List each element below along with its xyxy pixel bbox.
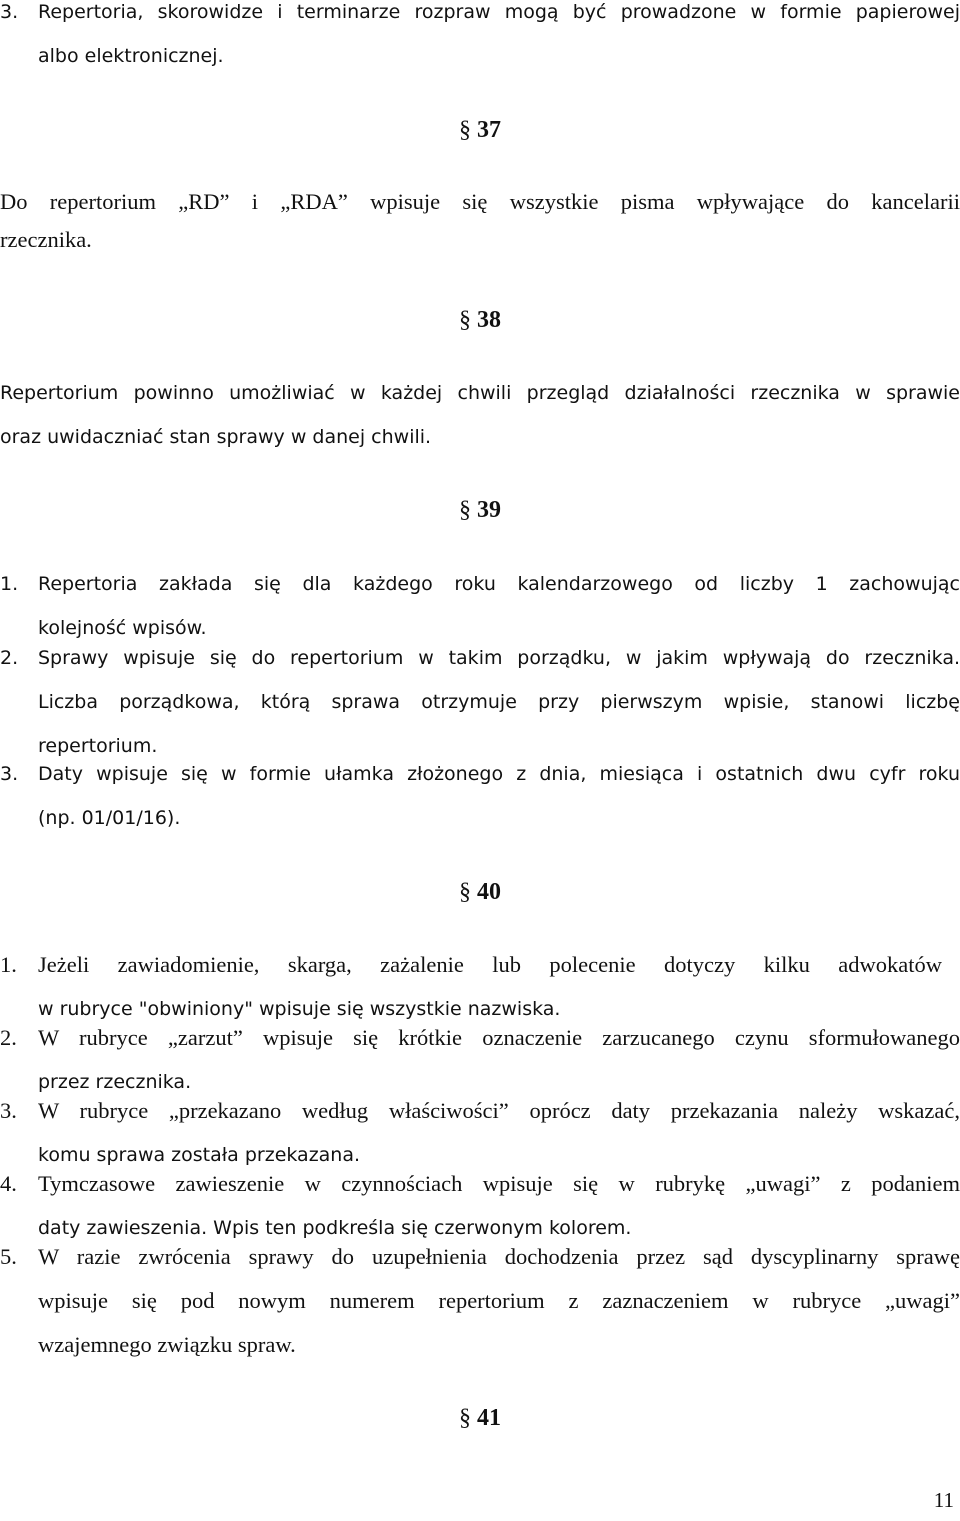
section-sign: § [459, 879, 471, 905]
item-text-line: W rubryce „zarzut” wpisuje się krótkie oznaczenie zarzucanego czynu sformułowanego [38, 1025, 960, 1050]
item-text-line: repertorium. [38, 735, 158, 757]
section-heading-40 [0, 872, 960, 912]
item-number: 3. [0, 1098, 17, 1123]
section-sign: § [459, 307, 471, 333]
item-text-line: W razie zwrócenia sprawy do uzupełnienia dochodzenia przez sąd dyscyplinarny sprawę [38, 1244, 960, 1269]
item-number: 2. [0, 1025, 17, 1050]
item-number: 3. [0, 1, 19, 23]
item-text-line: wpisuje się pod nowym numerem repertorium z zaznaczeniem w rubryce „uwagi” [38, 1288, 960, 1313]
item-text-line: Liczba porządkowa, którą sprawa otrzymuje przy pierwszym wpisie, stanowi liczbę [38, 691, 960, 713]
item-number: 4. [0, 1171, 17, 1196]
item-text-line: wzajemnego związku spraw. [38, 1332, 296, 1357]
section-heading-37 [0, 110, 960, 150]
item-number: 1. [0, 952, 17, 977]
item-text-line: kolejność wpisów. [38, 617, 207, 639]
section-heading-38 [0, 300, 960, 340]
section-heading-41 [0, 1398, 960, 1438]
item-text-line: Jeżeli zawiadomienie, skarga, zażalenie lub polecenie dotyczy kilku adwokatów [38, 952, 942, 977]
item-number: 2. [0, 647, 19, 669]
paragraph-line: oraz uwidaczniać stan sprawy w danej chwili. [0, 426, 432, 448]
item-text-line: w rubryce "obwiniony" wpisuje się wszystkie nazwiska. [38, 998, 561, 1020]
section-sign: § [459, 497, 471, 523]
item-text-line: Repertoria, skorowidze i terminarze rozpraw mogą być prowadzone w formie papierowej [38, 1, 960, 23]
section-sign: § [459, 1405, 471, 1431]
section-number: 39 [477, 497, 501, 523]
section-number: 40 [477, 879, 501, 905]
item-text-line: albo elektronicznej. [38, 45, 224, 67]
section-heading-39 [0, 490, 960, 530]
section-number: 38 [477, 307, 501, 333]
paragraph-line: Do repertorium „RD” i „RDA” wpisuje się wszystkie pisma wpływające do kancelarii [0, 189, 960, 214]
item-text-line: (np. 01/01/16). [38, 807, 181, 829]
section-number: 41 [477, 1405, 501, 1431]
item-text-line: Tymczasowe zawieszenie w czynnościach wpisuje się w rubrykę „uwagi” z podaniem [38, 1171, 960, 1196]
item-number: 1. [0, 573, 19, 595]
item-text-line: Repertoria zakłada się dla każdego roku kalendarzowego od liczby 1 zachowując [38, 573, 960, 595]
item-text-line: komu sprawa została przekazana. [38, 1144, 361, 1166]
section-sign: § [459, 117, 471, 143]
section-number: 37 [477, 117, 501, 143]
item-text-line: Daty wpisuje się w formie ułamka złożonego z dnia, miesiąca i ostatnich dwu cyfr roku [38, 763, 960, 785]
item-text-line: Sprawy wpisuje się do repertorium w takim porządku, w jakim wpływają do rzecznika. [38, 647, 960, 669]
section-38-text [0, 371, 960, 459]
item-text-line: daty zawieszenia. Wpis ten podkreśla się czerwonym kolorem. [38, 1217, 632, 1239]
item-text-line: W rubryce „przekazano według właściwości” oprócz daty przekazania należy wskazać, [38, 1098, 960, 1123]
section-37-text [0, 180, 960, 262]
paragraph-line: rzecznika. [0, 227, 92, 252]
item-number: 5. [0, 1244, 17, 1269]
item-number: 3. [0, 763, 19, 785]
paragraph-line: Repertorium powinno umożliwiać w każdej chwili przegląd działalności rzecznika w sprawie [0, 382, 960, 404]
page-number: 11 [933, 1488, 954, 1512]
item-text-line: przez rzecznika. [38, 1071, 192, 1093]
